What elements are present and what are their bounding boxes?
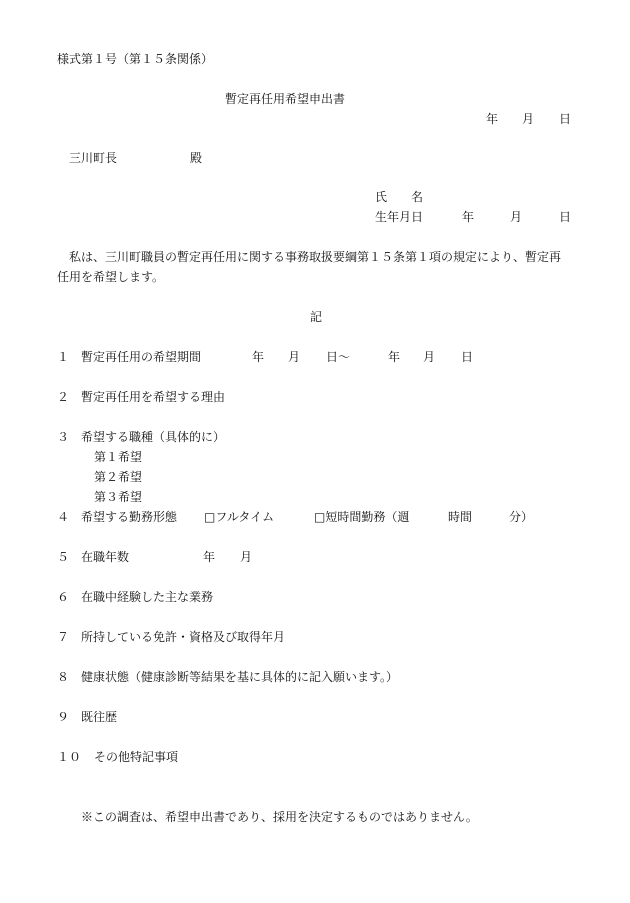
item-10-number: １０	[57, 750, 82, 764]
item-1-day-end: 日	[461, 350, 474, 364]
recipient-honorific: 殿	[190, 151, 203, 165]
applicant-name-label: 氏 名	[375, 190, 424, 204]
date-day: 日	[559, 112, 572, 126]
item-5-label: 在職年数	[81, 550, 130, 564]
birth-year: 年	[462, 210, 475, 224]
item-7-number: ７	[57, 630, 70, 644]
item-1-month-start: 月	[288, 350, 301, 364]
item-4-number: ４	[57, 510, 70, 524]
birth-month: 月	[510, 210, 523, 224]
item-3-label: 希望する職種（具体的に）	[81, 430, 226, 444]
declaration-line-2: 任用を希望します。	[57, 270, 165, 284]
item-3-choice-2: 第２希望	[94, 470, 143, 484]
option-short-time: □短時間勤務（週	[314, 510, 410, 524]
item-2-label: 暫定再任用を希望する理由	[81, 390, 226, 404]
item-2-number: ２	[57, 390, 70, 404]
item-1-month-end: 月	[423, 350, 436, 364]
document-title: 暫定再任用希望申出書	[225, 92, 346, 106]
date-month: 月	[522, 112, 535, 126]
item-9-number: ９	[57, 710, 70, 724]
item-4-label: 希望する勤務形態	[81, 510, 178, 524]
item-3-number: ３	[57, 430, 70, 444]
date-year: 年	[486, 112, 499, 126]
footer-note: ※この調査は、希望申出書であり、採用を決定するものではありません。	[81, 810, 478, 824]
declaration-line-1: 私は、三川町職員の暫定再任用に関する事務取扱要綱第１５条第１項の規定により、暫定再	[69, 250, 562, 264]
form-number: 様式第１号（第１５条関係）	[57, 52, 214, 66]
ki-heading: 記	[310, 310, 323, 324]
option-hours-unit: 時間	[448, 510, 473, 524]
item-6-label: 在職中経験した主な業務	[81, 590, 214, 604]
item-5-year: 年	[203, 550, 216, 564]
item-5-number: ５	[57, 550, 70, 564]
item-10-label: その他特記事項	[94, 750, 179, 764]
item-3-choice-3: 第３希望	[94, 490, 143, 504]
item-1-year-end: 年	[388, 350, 401, 364]
item-6-number: ６	[57, 590, 70, 604]
item-1-year-start: 年	[252, 350, 265, 364]
birth-day: 日	[559, 210, 572, 224]
option-minutes-unit: 分）	[509, 510, 534, 524]
item-8-label: 健康状態（健康診断等結果を基に具体的に記入願います。）	[81, 670, 399, 684]
item-5-month: 月	[240, 550, 253, 564]
recipient-name: 三川町長	[69, 151, 118, 165]
item-7-label: 所持している免許・資格及び取得年月	[81, 630, 286, 644]
applicant-birth-label: 生年月日	[375, 210, 424, 224]
item-8-number: ８	[57, 670, 70, 684]
option-fulltime: □フルタイム	[204, 510, 275, 524]
item-1-number: １	[57, 350, 70, 364]
item-1-label: 暫定再任用の希望期間	[81, 350, 202, 364]
item-3-choice-1: 第１希望	[94, 450, 143, 464]
item-1-day-start: 日～	[326, 350, 351, 364]
item-9-label: 既往歴	[81, 710, 118, 724]
